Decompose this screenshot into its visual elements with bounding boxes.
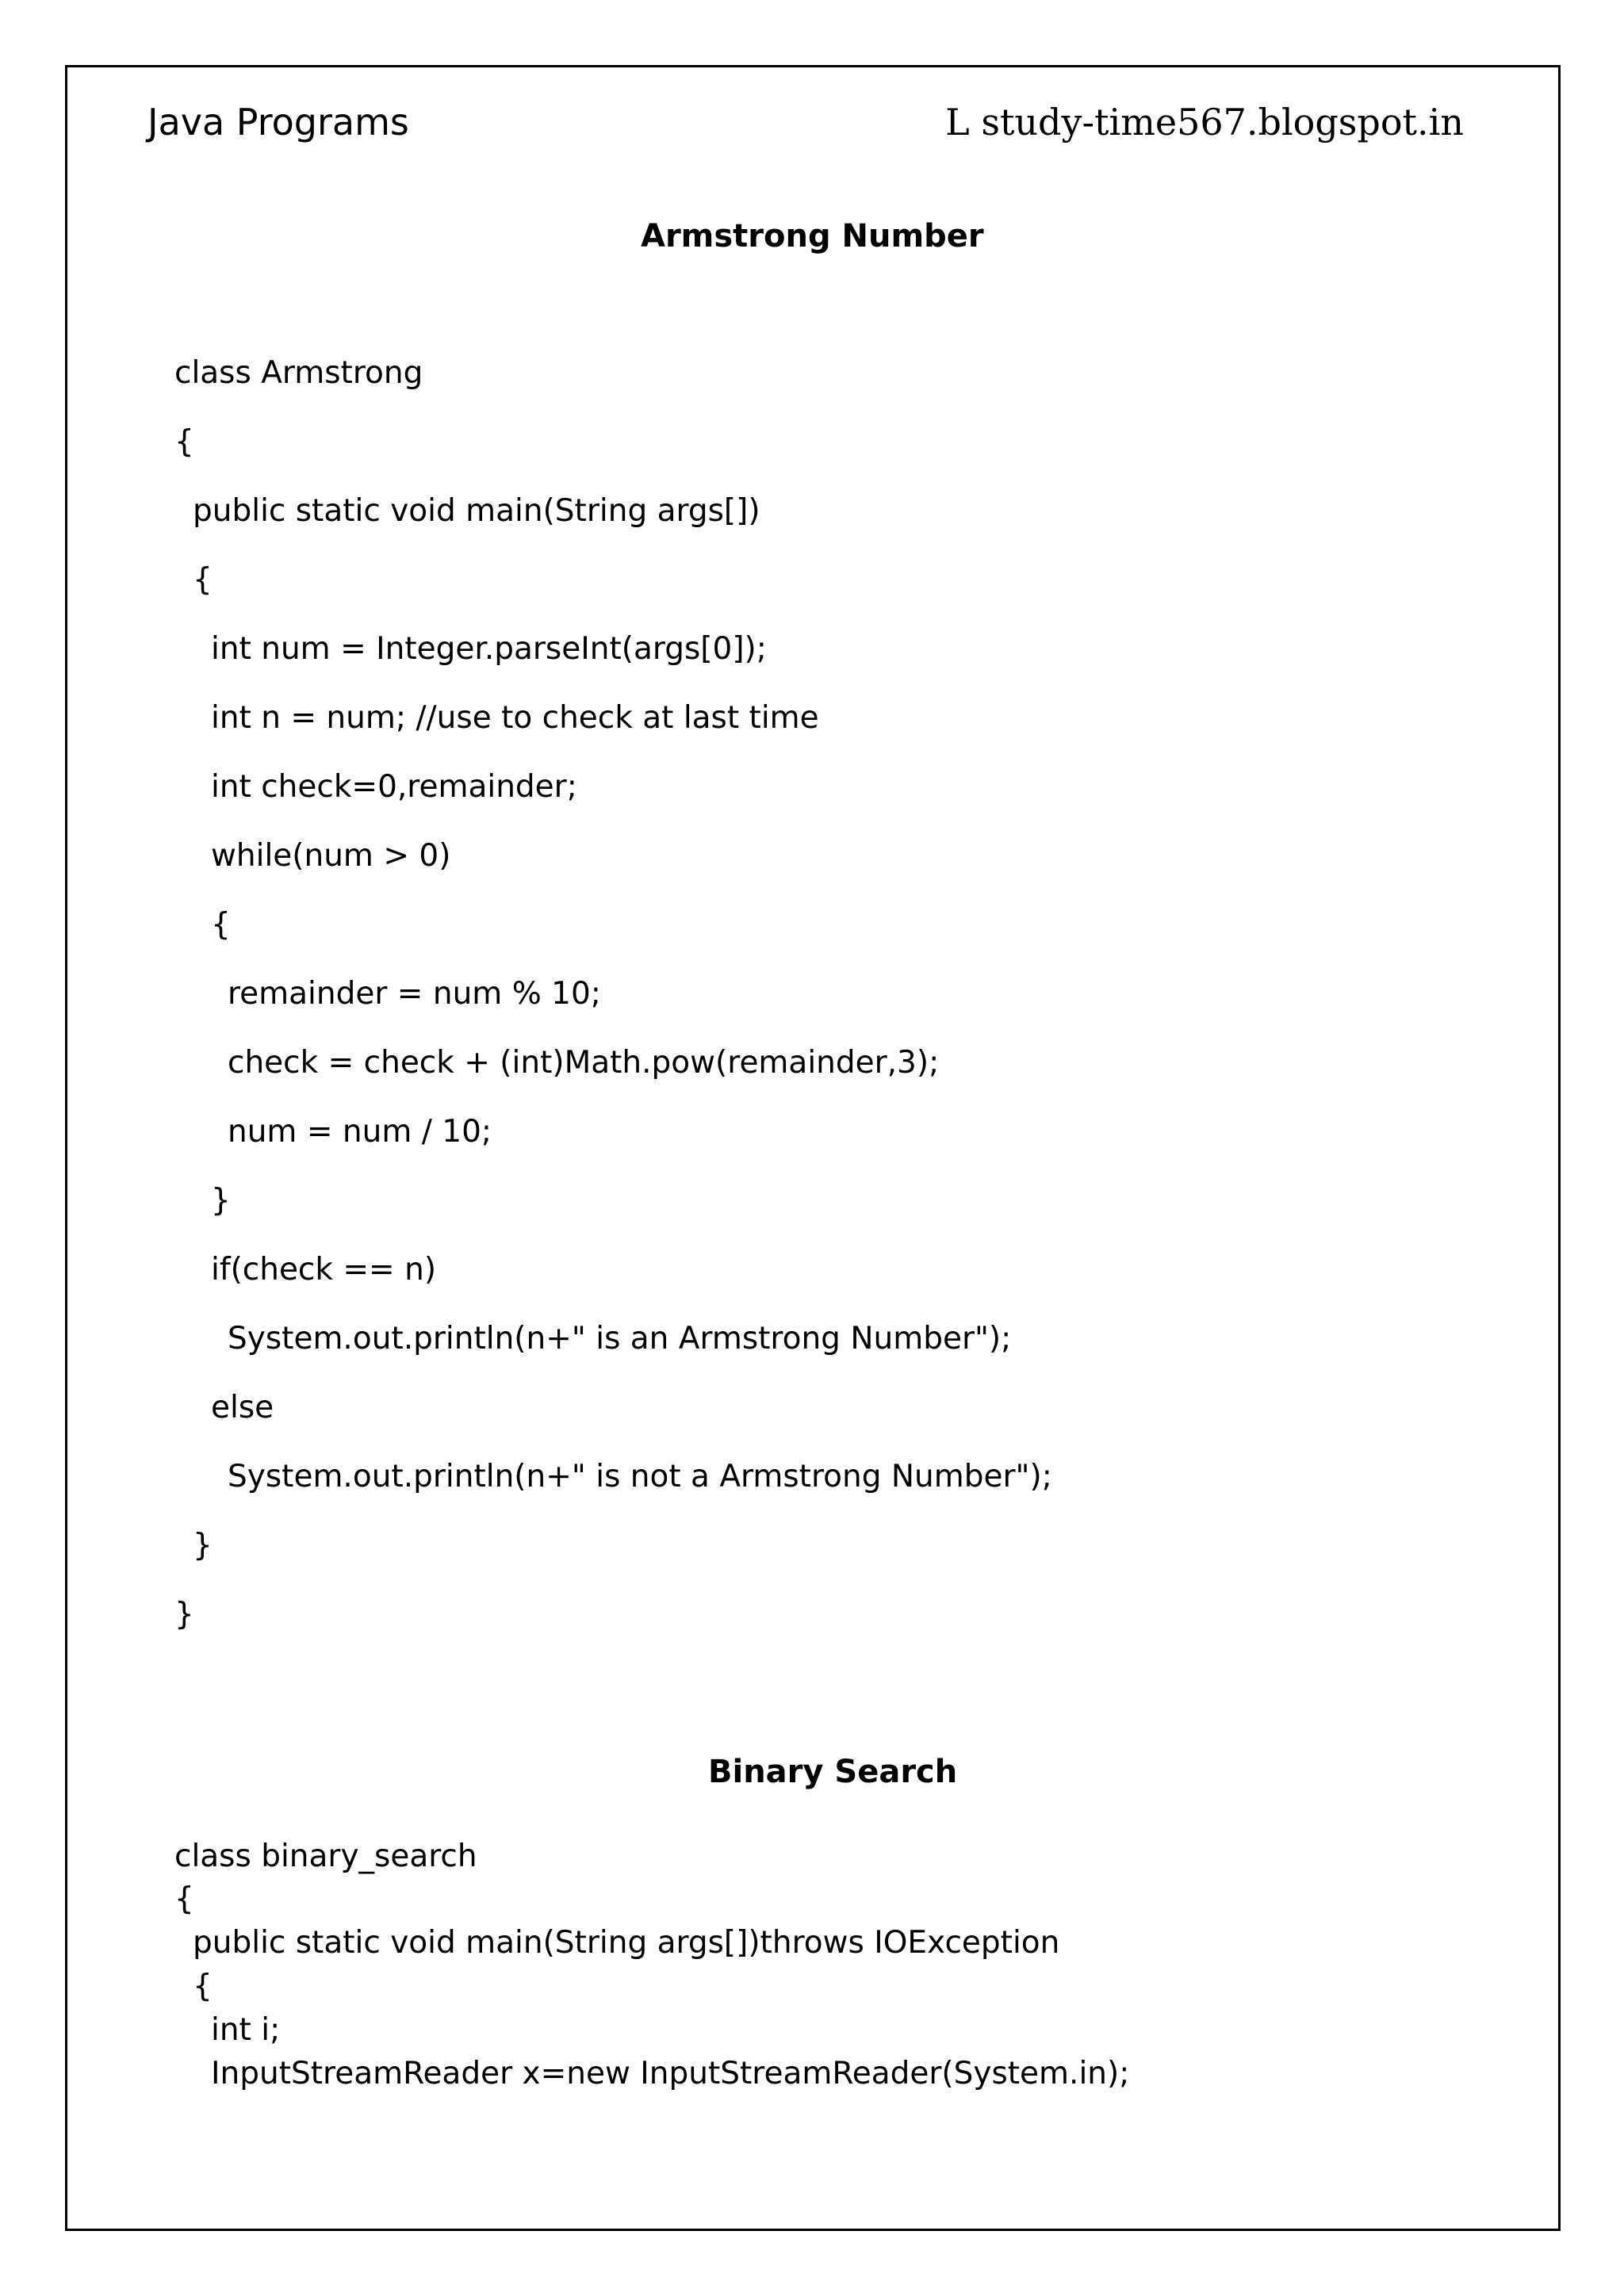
code-line: System.out.println(n+" is an Armstrong Number");: [228, 1321, 1012, 1357]
code-line: remainder = num % 10;: [228, 976, 601, 1012]
section-title-binary-search: Binary Search: [708, 1754, 958, 1790]
code-line: check = check + (int)Math.pow(remainder,3);: [228, 1045, 940, 1081]
code-line: num = num / 10;: [228, 1114, 492, 1150]
code-line: class binary_search: [174, 1839, 477, 1874]
section-title-armstrong: Armstrong Number: [641, 218, 984, 254]
code-line: if(check == n): [211, 1252, 437, 1288]
code-line: System.out.println(n+" is not a Armstrong Number");: [228, 1459, 1052, 1494]
code-line: }: [174, 1597, 194, 1632]
code-line: {: [193, 1969, 213, 2004]
code-line: {: [211, 907, 231, 943]
code-line: public static void main(String args[]): [193, 493, 760, 529]
code-line: int num = Integer.parseInt(args[0]);: [211, 631, 767, 667]
code-line: public static void main(String args[])throws IOException: [193, 1925, 1060, 1961]
code-line: while(num > 0): [211, 838, 451, 874]
code-line: int check=0,remainder;: [211, 769, 577, 805]
code-line: InputStreamReader x=new InputStreamReader(System.in);: [211, 2056, 1130, 2091]
code-line: }: [193, 1528, 213, 1563]
code-line: {: [174, 424, 194, 460]
header-title: Java Programs: [147, 101, 409, 144]
code-line: int i;: [211, 2012, 281, 2048]
code-line: else: [211, 1390, 274, 1425]
code-line: int n = num; //use to check at last time: [211, 700, 819, 736]
code-line: class Armstrong: [174, 355, 423, 391]
code-line: }: [211, 1183, 231, 1219]
code-line: {: [174, 1881, 194, 1917]
code-line: {: [193, 562, 213, 598]
header-blog-url: L study-time567.blogspot.in: [945, 101, 1464, 144]
